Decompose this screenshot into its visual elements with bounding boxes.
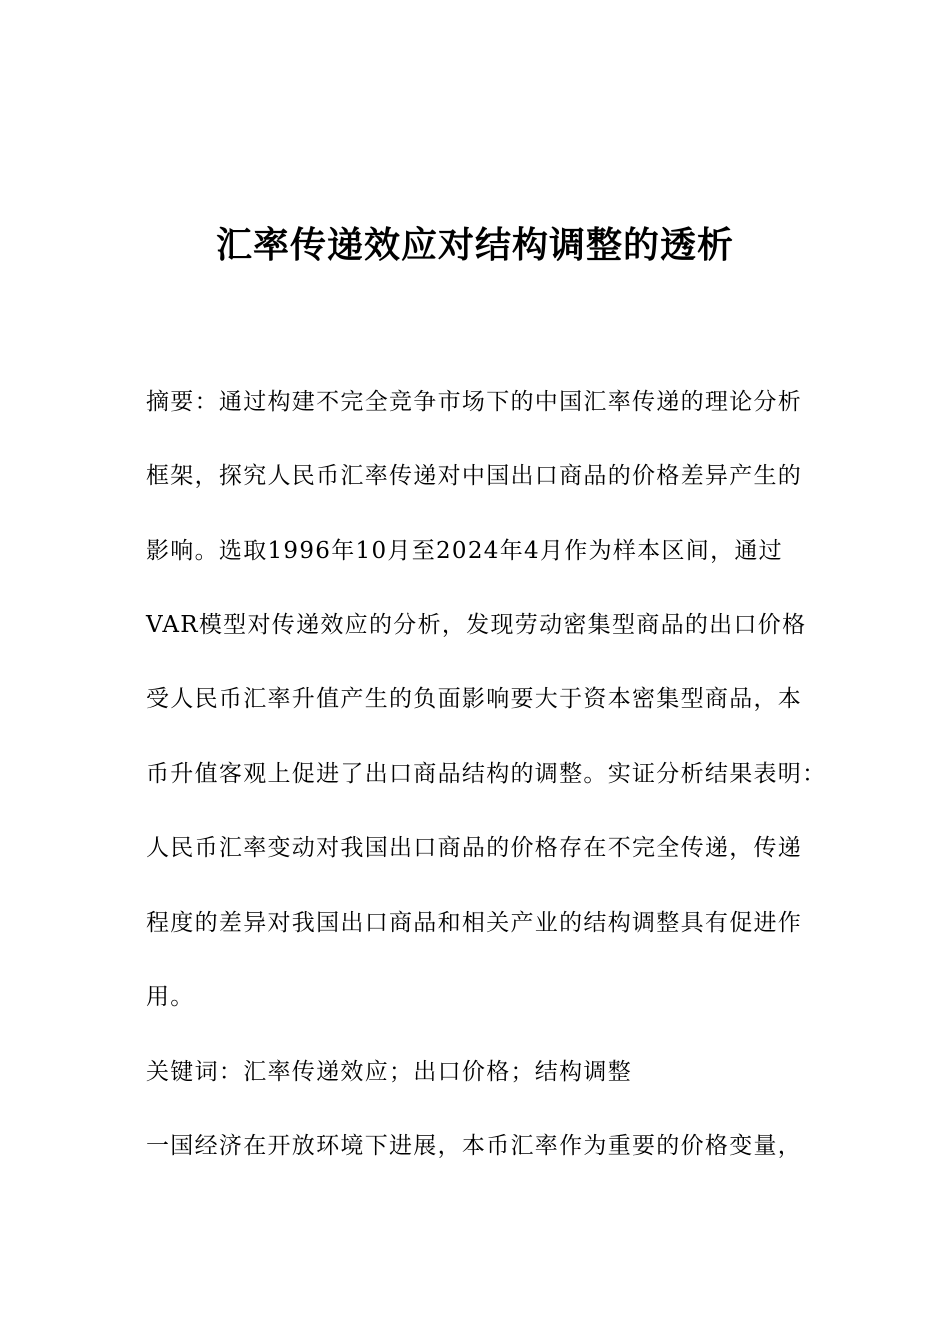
abstract-line: VAR模型对传递效应的分析，发现劳动密集型商品的出口价格 xyxy=(146,612,807,638)
abstract-line: 摘要：通过构建不完全竞争市场下的中国汇率传递的理论分析 xyxy=(146,389,803,415)
keywords-line: 关键词：汇率传递效应；出口价格；结构调整 xyxy=(146,1059,632,1085)
abstract-line: 影响。选取1996年10月至2024年4月作为样本区间，通过 xyxy=(146,538,783,564)
abstract-line: 程度的差异对我国出口商品和相关产业的结构调整具有促进作 xyxy=(146,910,803,936)
abstract-line: 受人民币汇率升值产生的负面影响要大于资本密集型商品，本 xyxy=(146,686,803,712)
abstract-line: 框架，探究人民币汇率传递对中国出口商品的价格差异产生的 xyxy=(146,463,803,489)
abstract-line: 用。 xyxy=(146,984,195,1010)
body-line: 一国经济在开放环境下进展，本币汇率作为重要的价格变量， xyxy=(146,1133,803,1159)
abstract-line: 币升值客观上促进了出口商品结构的调整。实证分析结果表明： xyxy=(146,761,827,787)
document-title: 汇率传递效应对结构调整的透析 xyxy=(215,225,734,266)
abstract-line: 人民币汇率变动对我国出口商品的价格存在不完全传递，传递 xyxy=(146,835,803,861)
